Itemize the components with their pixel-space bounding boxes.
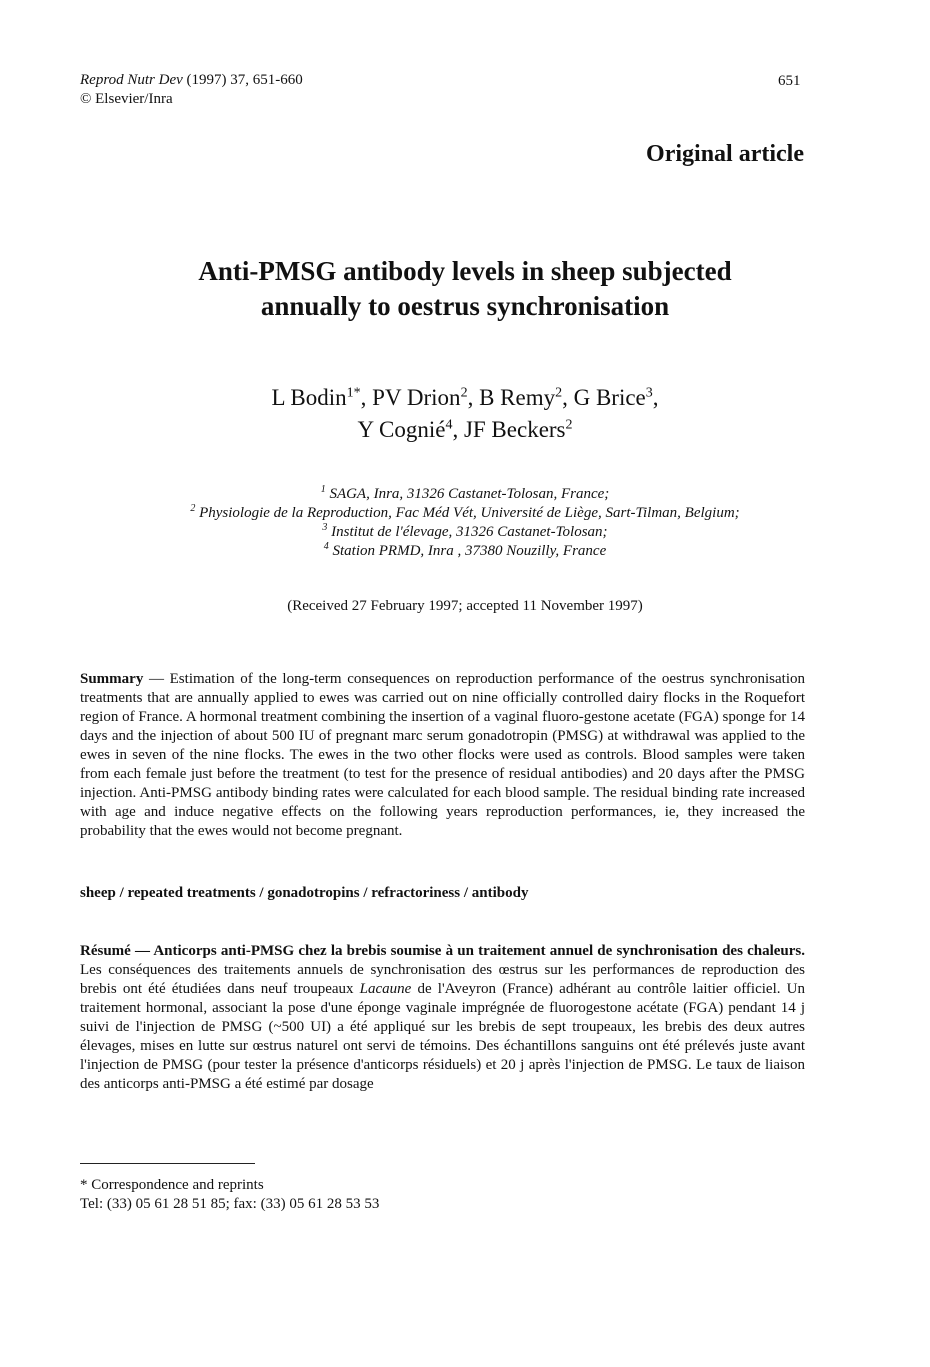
author-line-2 (80, 414, 850, 446)
affiliation-list (60, 485, 870, 561)
author-separator: , (652, 385, 659, 410)
author-name: JF Beckers (463, 417, 566, 442)
keywords: sheep / repeated treatments / gonadotropins / refractoriness / antibody (80, 885, 529, 901)
affiliation-text: Physiologie de la Reproduction, Fac Méd Vét, Université de Liège, Sart-Tilman, Belgium; (199, 505, 740, 521)
footnote-divider (80, 1163, 255, 1164)
affiliation (60, 542, 870, 561)
title-line-2: annually to oestrus synchronisation (260, 291, 670, 321)
author-affil-mark: 2 (565, 417, 573, 433)
author-affil-mark: 2 (555, 385, 563, 401)
author-affil-mark: 1* (346, 385, 361, 401)
article-type: Original article (646, 141, 804, 167)
resume-italic-term: Lacaune (359, 981, 412, 997)
footnote (80, 1176, 379, 1214)
author-separator: , (360, 385, 373, 410)
received-dates: (Received 27 February 1997; accepted 11 November 1997) (287, 598, 643, 614)
journal-name: Reprod Nutr Dev (80, 72, 183, 88)
summary-label: Summary (80, 671, 144, 687)
author-name: G Brice (573, 385, 646, 410)
affiliation-text: SAGA, Inra, 31326 Castanet-Tolosan, France; (329, 486, 610, 502)
journal-details: (1997) 37, 651-660 (186, 72, 303, 88)
footnote-contact: Tel: (33) 05 61 28 51 85; fax: (33) 05 61 28 53 53 (80, 1196, 380, 1212)
author-name: PV Drion (372, 385, 461, 410)
affiliation (60, 523, 870, 542)
summary-text: — Estimation of the long-term consequences on reproduction performance of the oestrus synchronisation treatments that are annually applied to ewes was carried out on nine officially controlled dairy flocks in the Roquefort region of France. A hormonal treatment combining the insertion of a vaginal fluoro-gestone acetate (FGA) sponge for 14 days and the injection of about 500 IU of pregnant marc serum gonadotropin (PMSG) at withdrawal was applied to the ewes in seven of the nine flocks. The ewes in the two other flocks were used as controls. Blood samples were taken from each female just before the treatment (to test for the presence of residual antibodies) and 20 days after the PMSG injection. Anti-PMSG antibody binding rates were calculated for each blood sample. The residual binding rate increased with age and induce negative effects on the following years reproduction performances, ie, they increased the probability that the ewes would not become pregnant. (80, 671, 805, 839)
resume-lead: Résumé — Anticorps anti-PMSG chez la brebis soumise à un traitement annuel de synchronisation des chaleurs. (80, 943, 805, 959)
author-affil-mark: 2 (460, 385, 468, 401)
author-affil-mark: 4 (445, 417, 453, 433)
affiliation-text: Station PRMD, Inra , 37380 Nouzilly, France (332, 543, 607, 559)
author-separator: , (452, 417, 464, 442)
author-affil-mark: 3 (645, 385, 653, 401)
author-separator: , (467, 385, 480, 410)
affiliation (60, 485, 870, 504)
affiliation-number: 2 (190, 503, 196, 514)
footnote-correspondence: * Correspondence and reprints (80, 1177, 264, 1193)
article-title (80, 254, 850, 324)
publisher: © Elsevier/Inra (80, 91, 173, 107)
resume-text: Les conséquences des traitements annuels de synchronisation des œstrus sur les performances de reproduction des brebis ont été étudiées dans neuf troupeaux (80, 962, 805, 997)
author-line-1 (80, 382, 850, 414)
title-line-1: Anti-PMSG antibody levels in sheep subjected (198, 256, 732, 286)
author-name: Y Cognié (357, 417, 446, 442)
affiliation-number: 4 (323, 541, 329, 552)
summary-paragraph (80, 670, 805, 841)
journal-citation (80, 71, 303, 109)
author-name: L Bodin (271, 385, 347, 410)
affiliation-number: 3 (322, 522, 328, 533)
affiliation-text: Institut de l'élevage, 31326 Castanet-Tolosan; (331, 524, 608, 540)
resume-text-cont: de l'Aveyron (France) adhérant au contrôle laitier officiel. Un traitement hormonal, associant la pose d'une éponge vaginale imprégnée de fluorogestone acétate (FGA) pendant 14 j suivi de l'injection de PMSG (~500 UI) a été appliqué sur les brebis de sept troupeaux, les brebis des deux autres élevages, mises en lutte sur œstrus naturel ont servi de témoins. Des échantillons sanguins ont été prélevés juste avant l'injection de PMSG (pour tester la présence d'anticorps résiduels) et 20 j après l'injection de PMSG. Le taux de liaison des anticorps anti-PMSG a été estimé par dosage (80, 981, 805, 1092)
page-number: 651 (778, 73, 801, 89)
affiliation (60, 504, 870, 523)
author-name: B Remy (479, 385, 556, 410)
author-list (80, 382, 850, 446)
resume-paragraph (80, 942, 805, 1094)
affiliation-number: 1 (320, 484, 326, 495)
author-separator: , (562, 385, 574, 410)
